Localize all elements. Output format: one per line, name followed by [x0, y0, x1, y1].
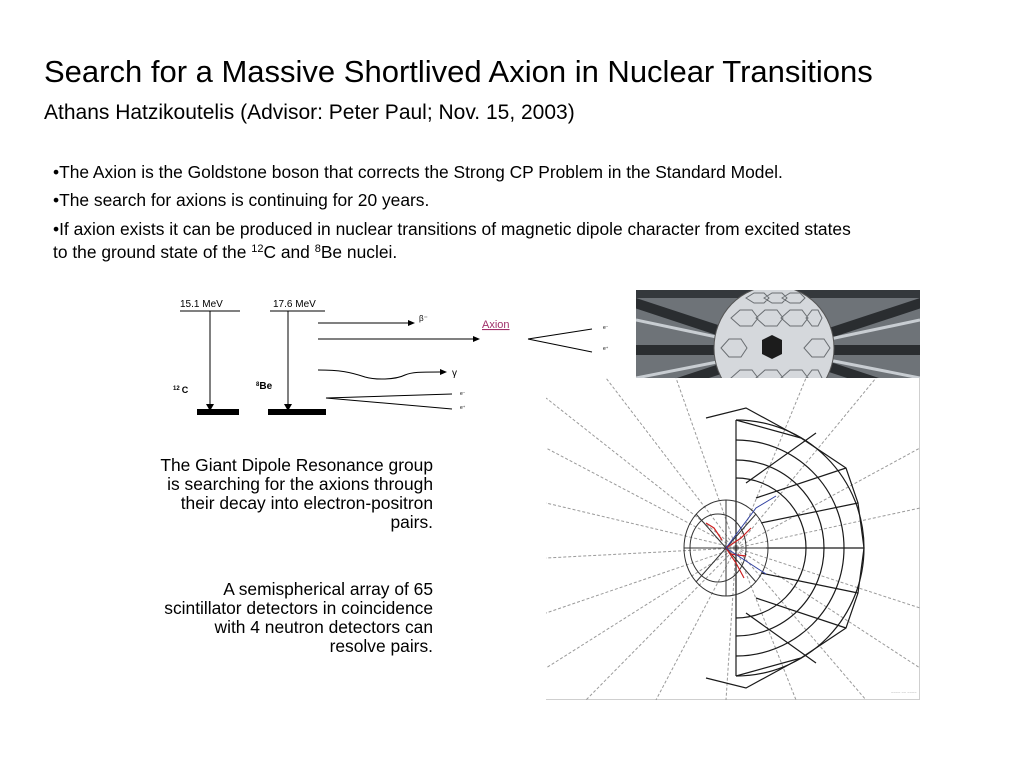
be8-energy-label: 17.6 MeV: [273, 299, 316, 310]
caption-detector-array: A semispherical array of 65 scintillator detectors in coincidence with 4 neutron detectors can resolve pairs.: [164, 579, 433, 656]
axion-positron-label: e⁺: [603, 346, 609, 352]
gamma-label: γ: [452, 368, 457, 379]
be8-superscript: 8: [314, 243, 321, 255]
pair-positron-label: e⁺: [460, 405, 466, 411]
axion-electron-label: e⁻: [603, 325, 609, 331]
c12-energy-label: 15.1 MeV: [180, 299, 223, 310]
be8-mass-number: 8: [256, 382, 260, 388]
bullet-production-line2-mid: C and: [263, 242, 315, 262]
axion-arrowhead: [473, 336, 480, 342]
pair-electron-track: [326, 394, 452, 398]
c12-symbol: C: [181, 385, 189, 395]
gamma-arrowhead: [440, 369, 447, 375]
wireframe-simulation: [546, 378, 920, 700]
be8-symbol: Be: [259, 381, 273, 392]
pair-electron-label: e⁻: [460, 391, 466, 397]
be8-ground-state: [268, 409, 326, 415]
bullet-production-line2-start: to the ground state of the: [53, 242, 252, 262]
c12-mass-number: 12: [173, 386, 180, 392]
caption-giant-dipole: The Giant Dipole Resonance group is searching for the axions through their decay into electron-positron pairs.: [160, 455, 433, 532]
c12-nucleus-label: [173, 385, 189, 395]
c12-superscript: 12: [251, 243, 264, 255]
gamma-wave: [318, 370, 440, 379]
bullet-production-line2-end: Be nuclei.: [320, 242, 398, 262]
axion-electron-track: [528, 329, 592, 339]
slide-subtitle: Athans Hatzikoutelis (Advisor: Peter Paul; Nov. 15, 2003): [44, 101, 575, 124]
bullet-production: [53, 218, 983, 264]
pair-positron-track: [326, 398, 452, 409]
axion-positron-track: [528, 339, 592, 352]
bullet-production-line1: •If axion exists it can be produced in nuclear transitions of magnetic dipole character from excited states: [53, 219, 851, 239]
axion-label: Axion: [482, 319, 510, 331]
bullet-search-years: •The search for axions is continuing for 20 years.: [53, 190, 430, 210]
beta-label: β⁻: [419, 314, 428, 323]
c12-ground-state: [197, 409, 239, 415]
bullet-goldstone: •The Axion is the Goldstone boson that corrects the Strong CP Problem in the Standard Model.: [53, 162, 783, 182]
be8-nucleus-label: [256, 381, 273, 392]
slide-title: Search for a Massive Shortlived Axion in Nuclear Transitions: [44, 54, 873, 89]
svg-text:~~~~ ~~ ~~~~: ~~~~ ~~ ~~~~: [891, 690, 917, 695]
beta-arrowhead: [408, 320, 415, 326]
